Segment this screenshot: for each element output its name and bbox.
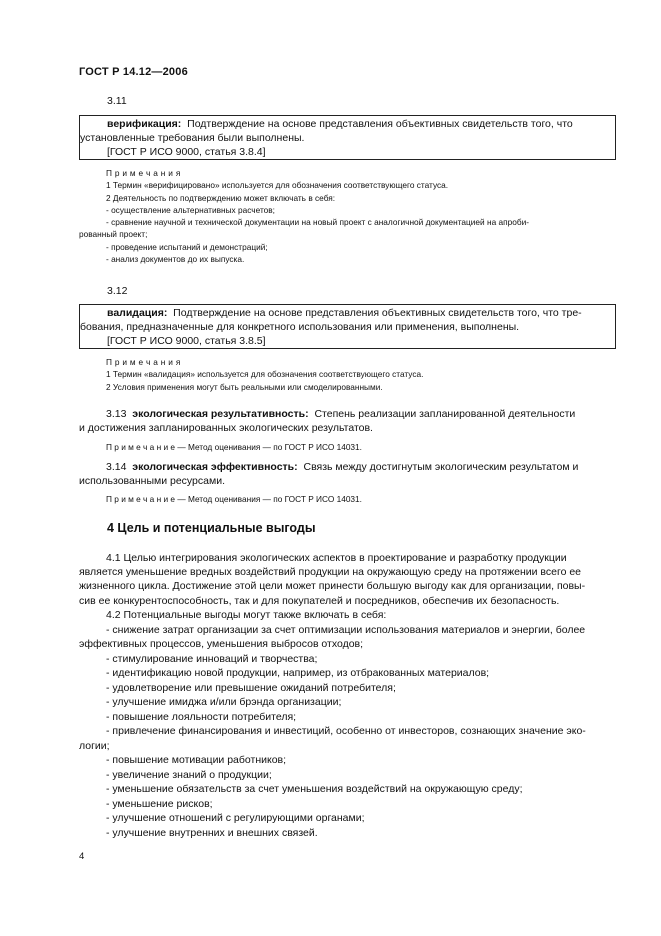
list-item: - улучшение имиджа и/или брэнда организации; — [106, 696, 342, 708]
notes-3-11 — [79, 167, 615, 265]
paragraph-line: является уменьшение вредных воздействий продукции на окружающую среду на протяжении всего ее — [79, 566, 582, 579]
definition-text: Связь между достигнутым экологическим результатом и — [303, 461, 579, 473]
note-line: 1 Термин «верифицировано» используется для обозначения соответствующего статуса. — [106, 180, 449, 191]
clause-3-14-line-2: использованными ресурсами. — [79, 475, 225, 488]
section-4-title: 4 Цель и потенциальные выгоды — [107, 521, 316, 535]
list-item: - снижение затрат организации за счет оптимизации использования материалов и энергии, более — [106, 623, 586, 636]
note-line: 2 Условия применения могут быть реальными или смоделированными. — [106, 381, 383, 392]
note-line: - осуществление альтернативных расчетов; — [106, 204, 275, 215]
list-item: - уменьшение рисков; — [106, 797, 213, 810]
definition-line-2: бования, предназначенные для конкретного использования или применения, выполнены. — [80, 321, 520, 334]
note-label: П р и м е ч а н и е — [106, 494, 176, 504]
note-3-14 — [79, 493, 615, 505]
list-item: - уменьшение обязательств за счет уменьшения воздействий на окружающую среду; — [106, 783, 523, 795]
paragraph-4-2 — [79, 608, 615, 840]
list-item: - улучшение внутренних и внешних связей. — [106, 826, 318, 839]
note-line: 2 Деятельность по подтверждению может включать в себя: — [106, 192, 336, 203]
definition-text: Подтверждение на основе представления объективных свидетельств того, что тре- — [173, 307, 582, 319]
notes-title: П р и м е ч а н и я — [106, 168, 181, 178]
paragraph-line: 4.1 Целью интегрирования экологических аспектов в проектирование и разработку продукции — [106, 552, 567, 564]
clause-3-13 — [79, 407, 615, 435]
note-line: 1 Термин «валидация» используется для обозначения соответствующего статуса. — [106, 369, 424, 380]
definition-box-3-11 — [79, 115, 616, 160]
note-line: - анализ документов до их выпуска. — [106, 254, 245, 265]
definition-line-2: установленные требования были выполнены. — [80, 132, 305, 145]
term-environmental-efficiency: экологическая эффективность: — [132, 461, 298, 473]
clause-3-14-line-1 — [79, 460, 615, 474]
note-text: — Метод оценивания — по ГОСТ Р ИСО 14031. — [175, 442, 362, 452]
list-item: - повышение лояльности потребителя; — [106, 710, 297, 723]
list-item: - улучшение отношений с регулирующими органами; — [106, 812, 365, 824]
list-item: логии; — [79, 739, 110, 752]
paragraph-4-2-intro: 4.2 Потенциальные выгоды могут также включать в себя: — [106, 609, 387, 621]
definition-line-1 — [80, 116, 615, 131]
document-header: ГОСТ Р 14.12—2006 — [79, 66, 188, 78]
term-validation: валидация: — [107, 307, 168, 319]
term-environmental-performance: экологическая результативность: — [132, 408, 309, 420]
clause-3-13-line-2: и достижения запланированных экологических результатов. — [79, 422, 373, 435]
note-line: рованный проект; — [79, 229, 148, 240]
clause-3-13-line-1 — [79, 407, 615, 421]
note-3-13 — [79, 441, 615, 453]
list-item: - идентификацию новой продукции, например, из отбракованных материалов; — [106, 667, 490, 679]
definition-line-1 — [80, 305, 615, 320]
note-line: - проведение испытаний и демонстраций; — [106, 241, 268, 252]
list-item: - повышение мотивации работников; — [106, 754, 287, 766]
clause-number-3-11: 3.11 — [107, 95, 127, 107]
paragraph-4-1 — [79, 551, 615, 608]
list-item: эффективных процессов, уменьшения выбросов отходов; — [79, 638, 364, 650]
page-number: 4 — [79, 851, 85, 862]
list-item: - привлечение финансирования и инвестиций, особенно от инвесторов, сознающих значение эко- — [106, 725, 586, 737]
notes-3-12 — [79, 356, 615, 393]
paragraph-line: жизненного цикла. Достижение этой цели может принести большую выгоду как для организации, повы- — [79, 580, 586, 593]
definition-box-3-12 — [79, 304, 616, 349]
list-item: - удовлетворение или превышение ожиданий потребителя; — [106, 681, 396, 694]
paragraph-line: сив ее конкурентоспособность, так и для покупателей и посредников, обеспечив их безопасность. — [79, 594, 560, 607]
note-text: — Метод оценивания — по ГОСТ Р ИСО 14031. — [175, 494, 362, 504]
term-verification: верификация: — [107, 118, 182, 130]
list-item: - стимулирование инноваций и творчества; — [106, 652, 318, 665]
note-line: - сравнение научной и технической документации на новый проект с аналогичной документацией на апроби- — [106, 217, 529, 228]
clause-3-14 — [79, 460, 615, 488]
definition-text: Подтверждение на основе представления объективных свидетельств того, что — [187, 118, 573, 130]
definition-reference: [ГОСТ Р ИСО 9000, статья 3.8.4] — [107, 146, 266, 159]
clause-number-3-13: 3.13 — [106, 408, 127, 420]
clause-number-3-12: 3.12 — [107, 285, 128, 297]
list-item: - увеличение знаний о продукции; — [106, 768, 272, 781]
definition-reference: [ГОСТ Р ИСО 9000, статья 3.8.5] — [107, 335, 266, 348]
notes-title: П р и м е ч а н и я — [106, 357, 181, 367]
clause-number-3-14: 3.14 — [106, 461, 127, 473]
note-label: П р и м е ч а н и е — [106, 442, 176, 452]
definition-text: Степень реализации запланированной деятельности — [314, 408, 576, 420]
